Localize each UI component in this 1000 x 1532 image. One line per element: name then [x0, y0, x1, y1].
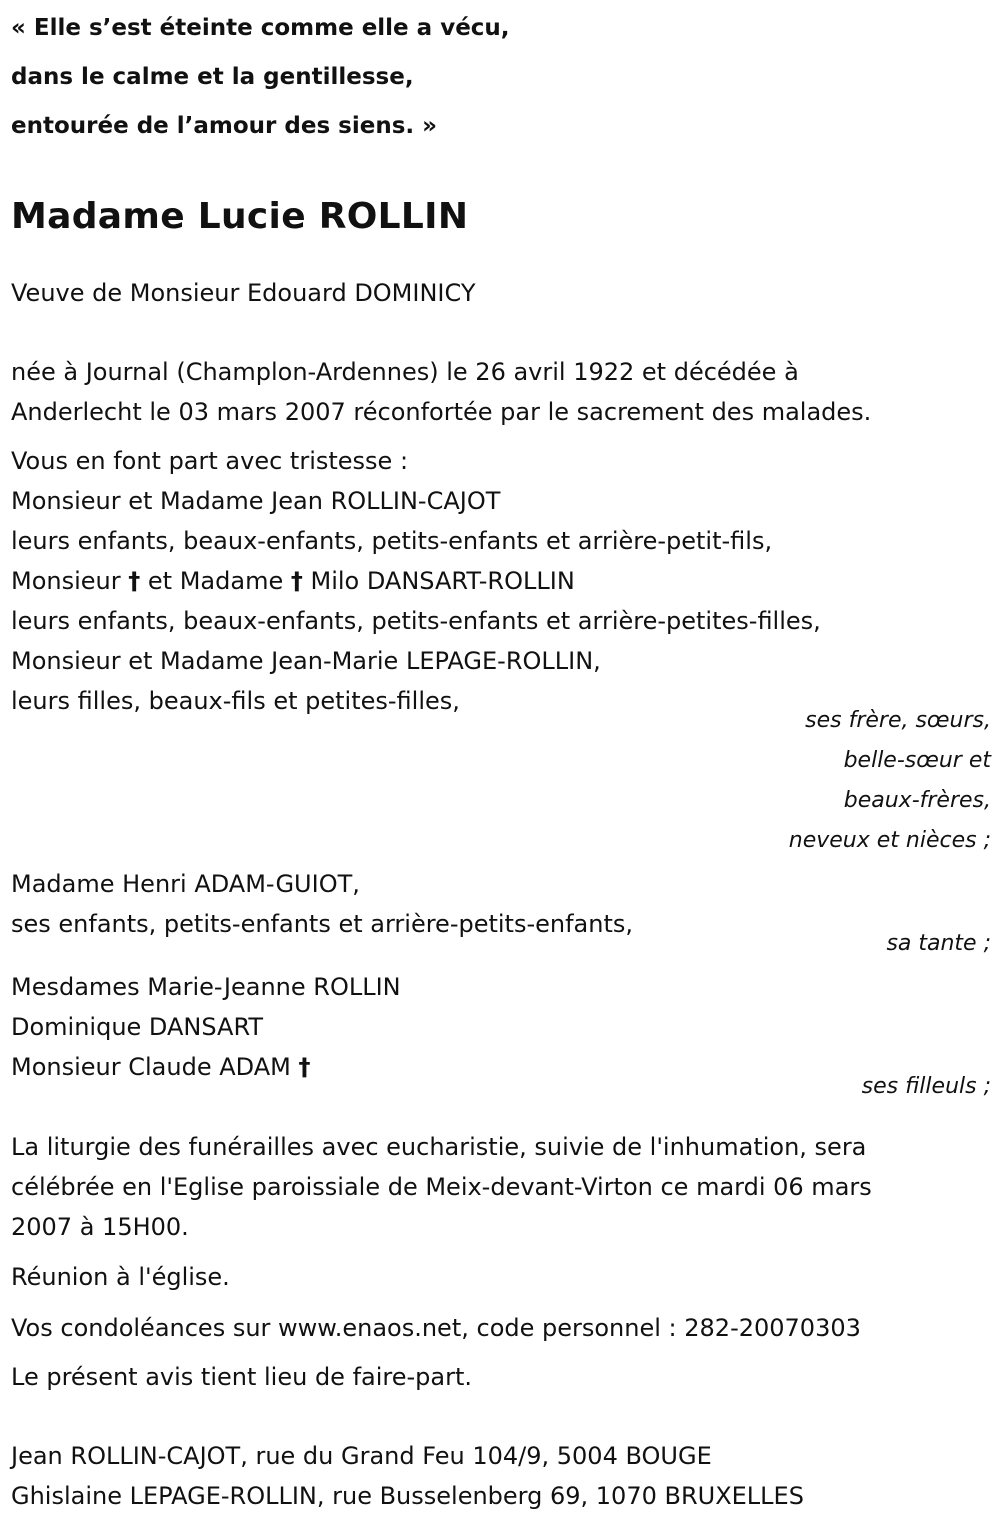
- address-line-2: Ghislaine LEPAGE-ROLLIN, rue Busselenberg 69, 1070 BRUXELLES: [11, 1482, 804, 1510]
- meeting-line: Réunion à l'église.: [11, 1263, 230, 1291]
- relation-label: belle-sœur et: [843, 748, 991, 773]
- quote-line-1: « Elle s’est éteinte comme elle a vécu,: [11, 15, 510, 41]
- funeral-line-2: célébrée en l'Eglise paroissiale de Meix-devant-Virton ce mardi 06 mars: [11, 1173, 872, 1201]
- condolences-line: Vos condoléances sur www.enaos.net, code personnel : 282-20070303: [11, 1314, 861, 1342]
- cross-icon: †: [290, 567, 303, 595]
- family-text: et Madame: [147, 567, 284, 595]
- relation-label: ses filleuls ;: [861, 1074, 991, 1099]
- family-line: leurs filles, beaux-fils et petites-filles,: [11, 687, 460, 715]
- family-line: ses enfants, petits-enfants et arrière-petits-enfants,: [11, 910, 634, 938]
- notice-line: Le présent avis tient lieu de faire-part.: [11, 1363, 473, 1391]
- family-line: Monsieur et Madame Jean ROLLIN-CAJOT: [11, 487, 501, 515]
- family-line: Monsieur et Madame Jean-Marie LEPAGE-ROLLIN,: [11, 647, 601, 675]
- relation-label: sa tante ;: [886, 931, 991, 956]
- family-line-adam: [11, 1047, 310, 1087]
- quote-line-2: dans le calme et la gentillesse,: [11, 64, 414, 90]
- cross-icon: †: [298, 1053, 311, 1081]
- deceased-name: Madame Lucie ROLLIN: [11, 196, 469, 237]
- quote-line-3: entourée de l’amour des siens. »: [11, 113, 437, 139]
- widow-line: Veuve de Monsieur Edouard DOMINICY: [11, 279, 476, 307]
- birth-death-line-1: née à Journal (Champlon-Ardennes) le 26 avril 1922 et décédée à: [11, 358, 799, 386]
- family-intro: Vous en font part avec tristesse :: [11, 447, 409, 475]
- family-text: Monsieur Claude ADAM: [11, 1053, 291, 1081]
- family-line-dansart: [11, 561, 575, 601]
- family-text: Milo DANSART-ROLLIN: [310, 567, 575, 595]
- family-line: Madame Henri ADAM-GUIOT,: [11, 870, 360, 898]
- family-text: Monsieur: [11, 567, 121, 595]
- birth-death-line-2: Anderlecht le 03 mars 2007 réconfortée par le sacrement des malades.: [11, 398, 872, 426]
- family-line: leurs enfants, beaux-enfants, petits-enfants et arrière-petites-filles,: [11, 607, 821, 635]
- family-line: Dominique DANSART: [11, 1013, 264, 1041]
- family-line: leurs enfants, beaux-enfants, petits-enfants et arrière-petit-fils,: [11, 527, 773, 555]
- family-line: Mesdames Marie-Jeanne ROLLIN: [11, 973, 401, 1001]
- relation-label: ses frère, sœurs,: [805, 708, 991, 733]
- cross-icon: †: [128, 567, 141, 595]
- funeral-line-3: 2007 à 15H00.: [11, 1213, 189, 1241]
- address-line-1: Jean ROLLIN-CAJOT, rue du Grand Feu 104/9, 5004 BOUGE: [11, 1442, 712, 1470]
- relation-label: neveux et nièces ;: [788, 828, 991, 853]
- funeral-line-1: La liturgie des funérailles avec eucharistie, suivie de l'inhumation, sera: [11, 1133, 867, 1161]
- relation-label: beaux-frères,: [843, 788, 991, 813]
